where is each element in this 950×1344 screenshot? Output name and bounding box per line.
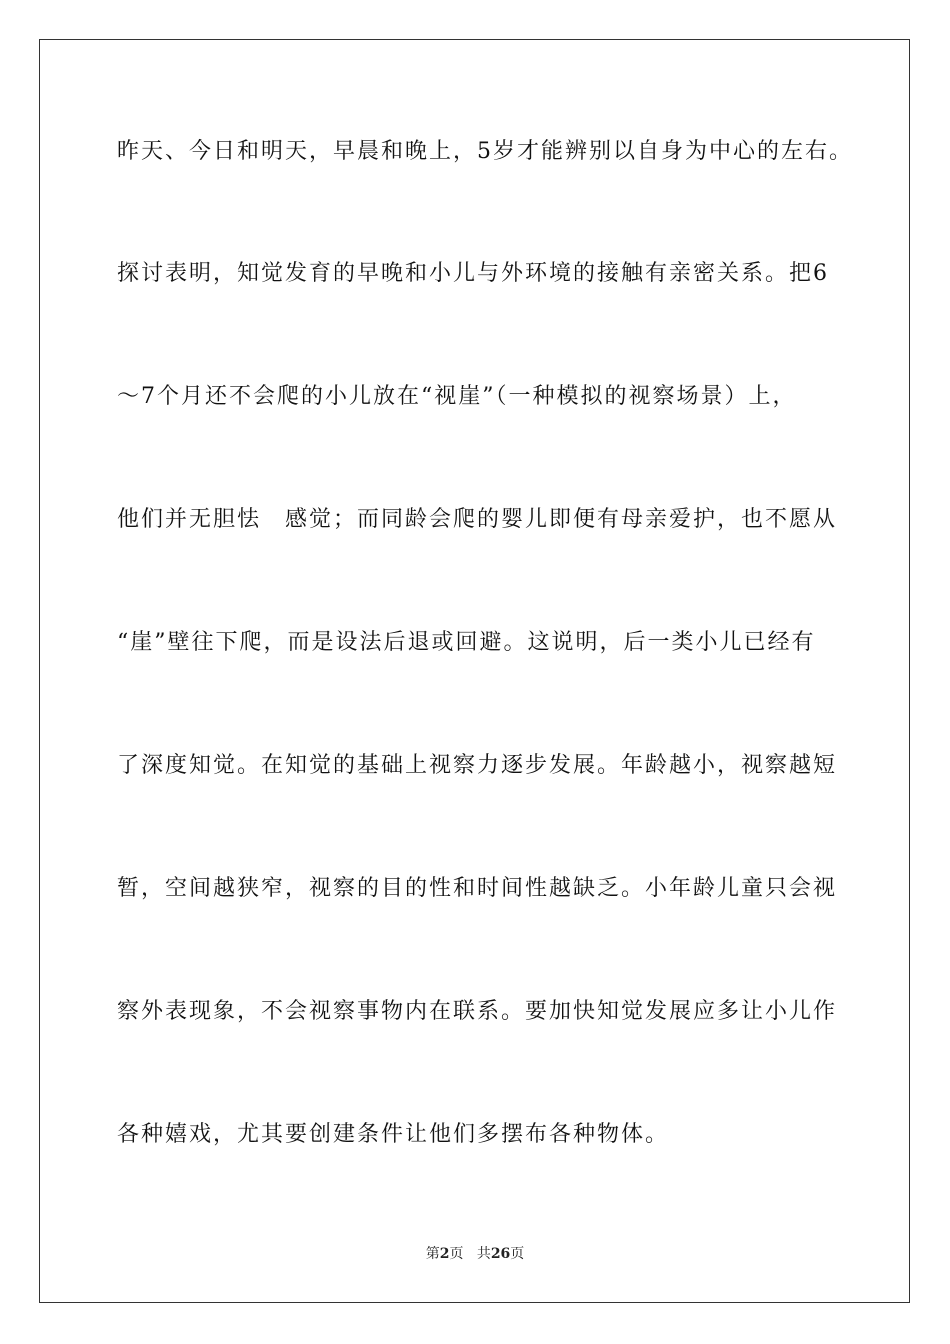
- text-line-8: 察外表现象，不会视察事物内在联系。要加快知觉发展应多让小儿作: [117, 999, 838, 1024]
- text-line-1: 昨天、今日和明天，早晨和晚上，5岁才能辨别以自身为中心的左右。: [117, 139, 853, 164]
- text-line-9: 各种嬉戏，尤其要创建条件让他们多摆布各种物体。: [117, 1122, 670, 1147]
- page-footer: [0, 1245, 950, 1263]
- page-border: [39, 39, 910, 1303]
- total-suffix: 页: [510, 1246, 525, 1262]
- text-line-7: 暂，空间越狭窄，视察的目的性和时间性越缺乏。小年龄儿童只会视: [117, 876, 838, 901]
- page-prefix: 第: [425, 1246, 440, 1262]
- page-suffix: 页: [449, 1246, 464, 1262]
- page-number: 2: [439, 1246, 450, 1262]
- total-prefix: 共: [476, 1246, 491, 1262]
- text-line-6: 了深度知觉。在知觉的基础上视察力逐步发展。年龄越小，视察越短: [117, 753, 838, 778]
- text-line-5: “崖”壁往下爬，而是设法后退或回避。这说明，后一类小儿已经有: [117, 630, 816, 655]
- text-line-4: 他们并无胆怯 感觉；而同龄会爬的婴儿即便有母亲爱护，也不愿从: [117, 507, 838, 532]
- page-total: 26: [490, 1246, 511, 1262]
- text-line-2: 探讨表明，知觉发育的早晚和小儿与外环境的接触有亲密关系。把6: [117, 261, 829, 286]
- text-line-3: ～7个月还不会爬的小儿放在“视崖”（一种模拟的视察场景）上，: [117, 384, 797, 409]
